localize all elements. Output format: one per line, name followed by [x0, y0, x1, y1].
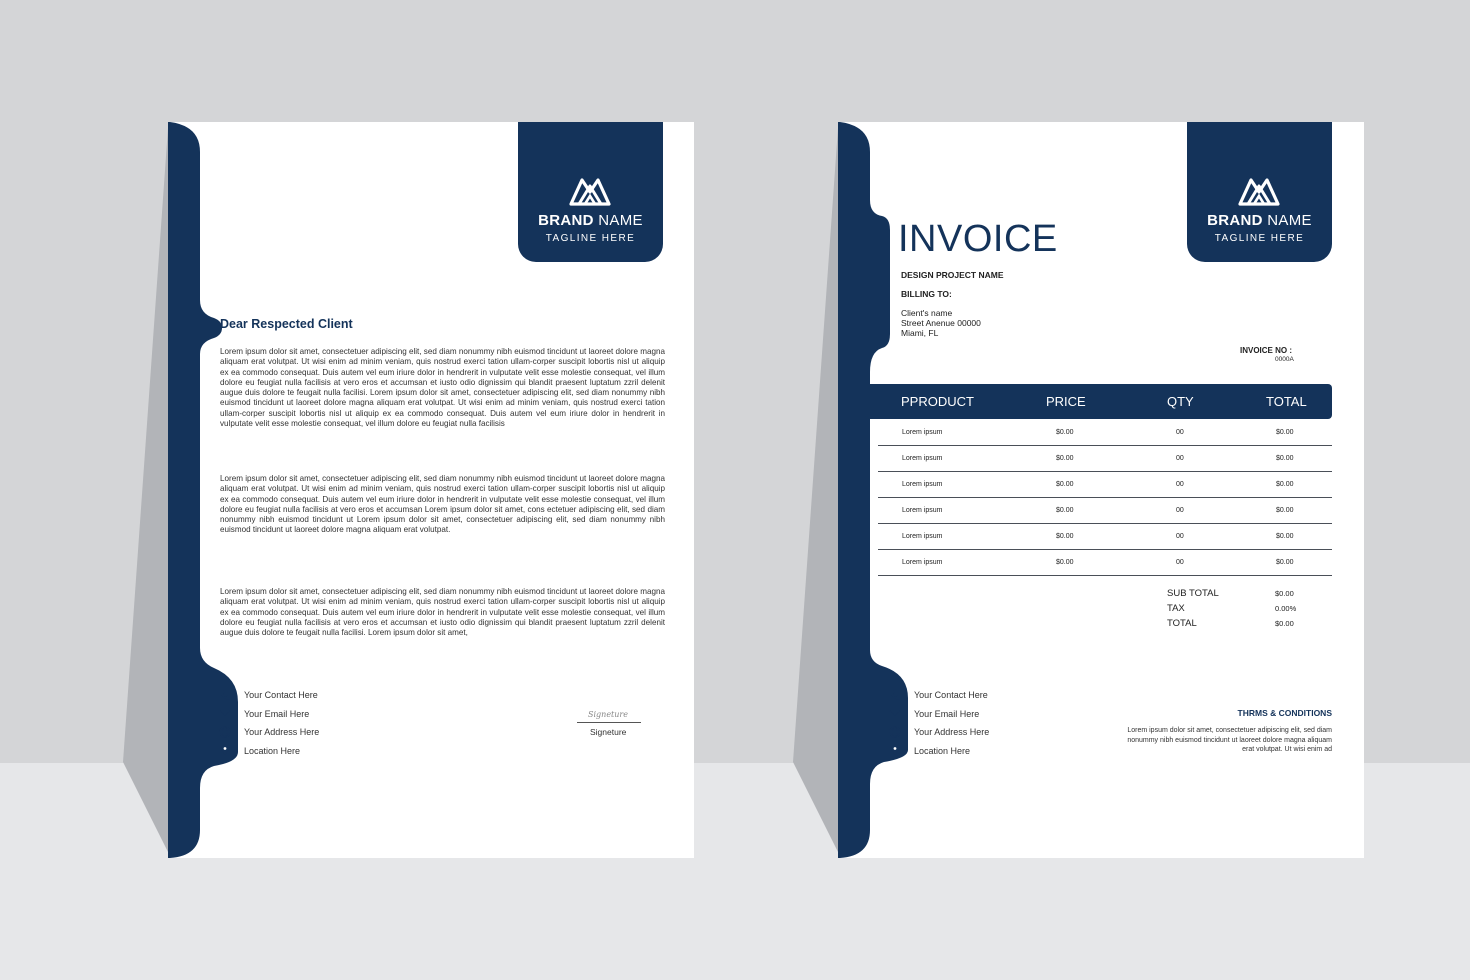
invoice-no-label: INVOICE NO :: [1240, 346, 1293, 355]
mail-icon: [889, 708, 901, 720]
cell-price: $0.00: [1056, 455, 1074, 462]
cell-product: Lorem ipsum: [902, 455, 943, 462]
cell-price: $0.00: [1056, 559, 1074, 566]
invoice-shadow: [793, 128, 838, 852]
tax-value: 0.00%: [1275, 604, 1297, 613]
cell-qty: 00: [1176, 481, 1184, 488]
brand-tagline: TAGLINE HERE: [1214, 233, 1305, 244]
location-pin-icon: [219, 744, 231, 756]
cell-product: Lorem ipsum: [902, 559, 943, 566]
table-row: [878, 419, 1332, 446]
letterhead-page: [168, 122, 694, 858]
cell-qty: 00: [1176, 533, 1184, 540]
letterhead-shadow: [123, 128, 168, 852]
location-pin-icon: [889, 744, 901, 756]
body-paragraph-3: Lorem ipsum dolor sit amet, consectetuer adipiscing elit, sed diam nonummy nibh euismod tincidunt ut laoreet dolore magna aliquam erat volutpat. Ut wisi enim ad minim veniam, quis nostrud exerci tation ullam-corper suscipit lobortis nisl ut aliquip ex ea commodo consequat. Duis autem vel eum iriure dolor in hendrerit in vulputate velit esse molestie consequat, vel illum dolore eu feugiat nulla facilisis at vero eros et accumsan et iusto odio dignissim qui blandit praesent luptatum zzril delenit augue duis dolore te feugait nulla facilisi. Lorem ipsum dolor sit amet,: [220, 587, 665, 638]
brand-name: BRAND NAME: [538, 212, 643, 229]
cell-product: Lorem ipsum: [902, 507, 943, 514]
col-total: TOTAL: [1266, 394, 1307, 409]
client-name: Client's name: [901, 308, 953, 318]
signature-script: Signeture: [588, 710, 628, 719]
table-row: [878, 445, 1332, 472]
phone-icon: [889, 689, 901, 701]
client-street: Street Anenue 00000: [901, 318, 981, 328]
cell-price: $0.00: [1056, 507, 1074, 514]
signature-label: Signeture: [590, 727, 627, 737]
cell-qty: 00: [1176, 429, 1184, 436]
invoice-table-header: [870, 384, 1332, 419]
cell-total: $0.00: [1276, 533, 1294, 540]
brand-logo-icon: [1236, 174, 1282, 206]
cell-total: $0.00: [1276, 429, 1294, 436]
body-paragraph-1: Lorem ipsum dolor sit amet, consectetuer adipiscing elit, sed diam nonummy nibh euismod tincidunt ut laoreet dolore magna aliquam erat volutpat. Ut wisi enim ad minim veniam, quis nostrud exerci tation ullam-corper suscipit lobortis nisl ut aliquip ex ea commodo consequat. Duis autem vel eum iriure dolor in hendrerit in vulputate velit esse molestie consequat, vel illum dolore eu feugiat nulla facilisis at vero eros et accumsan et iusto odio dignissim qui blandit praesent luptatum zzril delenit augue duis dolore te feugait nulla facilisi. Lorem ipsum dolor sit amet, consectetuer adipiscing elit, sed diam nonummy nibh euismod tincidunt ut laoreet dolore magna aliquam erat volutpat. Ut wisi enim ad minim veniam, quis nostrud exerci tation ullam-corper suscipit lobortis nisl ut aliquip ex ea commodo consequat. Duis autem vel eum iriure dolor in hendrerit in vulputate velit esse molestie consequat, vel illum dolore eu feugiat nulla facilisis: [220, 347, 665, 429]
contact-address: Your Address Here: [244, 727, 320, 737]
phone-icon: [219, 689, 231, 701]
cell-qty: 00: [1176, 507, 1184, 514]
contact-location: Location Here: [244, 746, 301, 756]
cell-qty: 00: [1176, 559, 1184, 566]
contact-phone: Your Contact Here: [244, 690, 318, 700]
cell-total: $0.00: [1276, 481, 1294, 488]
contact-location: Location Here: [914, 746, 971, 756]
contact-email: Your Email Here: [914, 709, 980, 719]
terms-body: [1072, 726, 1332, 755]
billing-to-label: BILLING TO:: [901, 289, 952, 299]
col-product: PPRODUCT: [901, 394, 974, 409]
project-name: DESIGN PROJECT NAME: [901, 270, 1004, 280]
terms-line-2: nonummy nibh euismod tincidunt ut laoreet dolore magna aliquam: [1127, 736, 1332, 744]
contact-phone: Your Contact Here: [914, 690, 988, 700]
terms-line-1: Lorem ipsum dolor sit amet, consectetuer adipiscing elit, sed diam: [1127, 727, 1332, 734]
table-row: [878, 523, 1332, 550]
brand-logo-box: [518, 122, 663, 262]
total-value: $0.00: [1275, 619, 1294, 628]
cell-product: Lorem ipsum: [902, 533, 943, 540]
contact-address: Your Address Here: [914, 727, 990, 737]
terms-line-3: erat volutpat. Ut wisi enim ad: [1242, 746, 1332, 753]
brand-name: BRAND NAME: [1207, 212, 1312, 229]
cell-total: $0.00: [1276, 455, 1294, 462]
invoice-brand-logo-box: [1187, 122, 1332, 262]
mail-icon: [219, 708, 231, 720]
cell-price: $0.00: [1056, 481, 1074, 488]
cell-price: $0.00: [1056, 429, 1074, 436]
body-paragraph-2: Lorem ipsum dolor sit amet, consectetuer adipiscing elit, sed diam nonummy nibh euismod tincidunt ut laoreet dolore magna aliquam erat volutpat. Ut wisi enim ad minim veniam, quis nostrud exerci tation ullam-corper suscipit lobortis nisl ut aliquip ex ea commodo consequat. Duis autem vel eum iriure dolor in hendrerit in vulputate velit esse molestie consequat, vel illum dolore eu feugiat nulla facilisis at vero eros et accumsan Lorem ipsum dolor sit amet, cons ectetuer adipiscing elit, sed diam nonummy nibh euismod tincidunt ut Lorem ipsum dolor sit amet, consectetuer adipiscing elit, sed diam nonummy nibh euismod tincidunt ut laoreet dolore magna aliquam erat volutpat.: [220, 474, 665, 535]
brand-tagline: TAGLINE HERE: [545, 233, 636, 244]
subtotal-label: SUB TOTAL: [1167, 588, 1219, 599]
terms-title: THRMS & CONDITIONS: [1237, 708, 1332, 718]
cell-total: $0.00: [1276, 507, 1294, 514]
cell-product: Lorem ipsum: [902, 481, 943, 488]
col-qty: QTY: [1167, 394, 1194, 409]
table-row: [878, 497, 1332, 524]
col-price: PRICE: [1046, 394, 1086, 409]
tax-label: TAX: [1167, 603, 1185, 614]
brand-logo-icon: [567, 174, 613, 206]
table-row: [878, 549, 1332, 576]
table-row: [878, 471, 1332, 498]
invoice-no-value: 0000A: [1275, 356, 1294, 363]
invoice-page: [838, 122, 1364, 858]
globe-icon: [889, 726, 901, 738]
total-label: TOTAL: [1167, 618, 1197, 629]
subtotal-value: $0.00: [1275, 589, 1294, 598]
globe-icon: [219, 726, 231, 738]
invoice-title: INVOICE: [898, 218, 1058, 260]
cell-qty: 00: [1176, 455, 1184, 462]
cell-product: Lorem ipsum: [902, 429, 943, 436]
contact-email: Your Email Here: [244, 709, 310, 719]
signature-line: [577, 722, 641, 723]
client-city: Miami, FL: [901, 328, 939, 338]
cell-total: $0.00: [1276, 559, 1294, 566]
greeting: Dear Respected Client: [220, 317, 353, 331]
cell-price: $0.00: [1056, 533, 1074, 540]
